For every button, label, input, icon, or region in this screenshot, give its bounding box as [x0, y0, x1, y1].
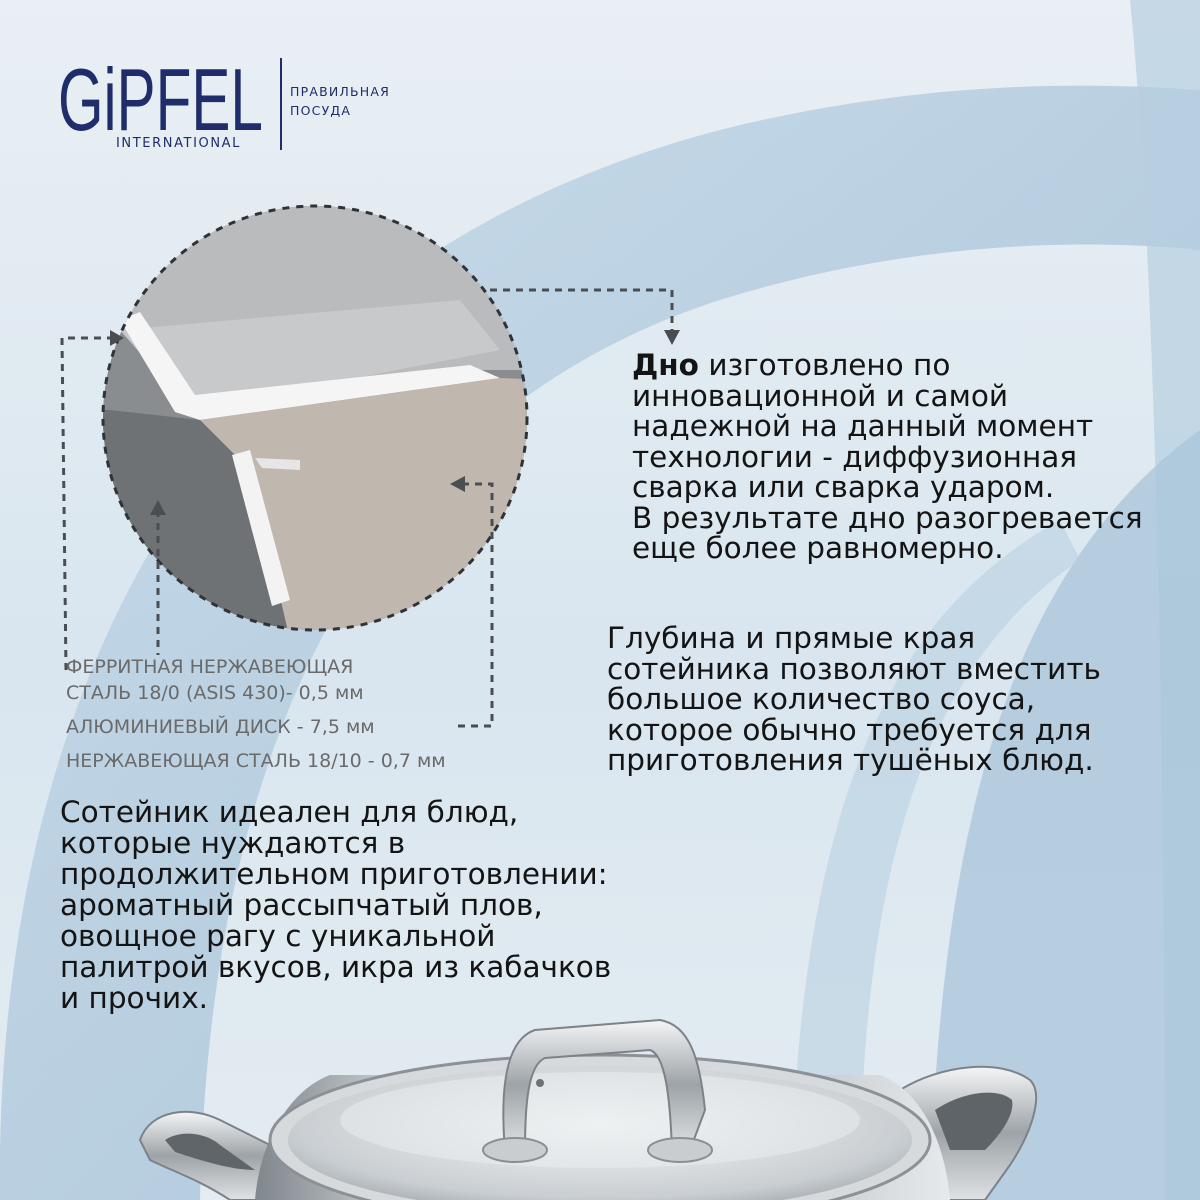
- logo-divider: [280, 58, 282, 150]
- text-line: надежной на данный момент: [632, 409, 1094, 443]
- text-line: и прочих.: [60, 981, 209, 1015]
- depth-description: [607, 623, 1101, 776]
- text-line: сварка или сваркa ударом.: [632, 470, 1055, 504]
- bottom-description-bold: Дно: [632, 348, 699, 382]
- svg-text:GiPFEL: GiPFEL: [58, 52, 263, 142]
- text-line: которые нуждаются в: [60, 826, 406, 860]
- text-line: ароматный рассыпчатый плов,: [60, 888, 543, 922]
- bottom-description: [632, 350, 1143, 564]
- text-line: Сотейник идеален для блюд,: [60, 795, 519, 829]
- layer-label: НЕРЖАВЕЮЩАЯ СТАЛЬ 18/10 - 0,7 мм: [66, 750, 446, 772]
- layer-label: АЛЮМИНИЕВЫЙ ДИСК - 7,5 мм: [66, 716, 375, 738]
- arrow-down-icon: [664, 330, 680, 345]
- tagline-line: ПОСУДА: [290, 103, 352, 118]
- text-line: еще более равномерно.: [632, 531, 1004, 565]
- text-line: продолжительном приготовлении:: [60, 857, 608, 891]
- layer-label: СТАЛЬ 18/0 (ASIS 430)- 0,5 мм: [66, 682, 364, 704]
- bottom-description-lead: изготовлено по: [698, 348, 951, 382]
- brand-logo: [58, 52, 263, 142]
- text-line: палитрой вкусов, икра из кабачков: [60, 950, 612, 984]
- layer-label: ФЕРРИТНАЯ НЕРЖАВЕЮЩАЯ: [66, 656, 354, 678]
- brand-tagline: [290, 82, 390, 120]
- text-line: В результате дно разогревается: [632, 500, 1143, 535]
- usage-description: [60, 797, 611, 1014]
- text-line: технологии - диффузионная: [632, 439, 1078, 474]
- tagline-line: ПРАВИЛЬНАЯ: [290, 84, 391, 99]
- text-line: большое количество соуса,: [607, 682, 1036, 716]
- text-line: сотейника позволяют вместить: [607, 651, 1101, 686]
- saute-pan-image: [140, 1020, 1036, 1200]
- text-line: Глубина и прямые края: [607, 621, 976, 655]
- text-line: овощное рагу с уникальной: [60, 919, 496, 953]
- text-line: инновационной и самой: [632, 378, 1009, 413]
- text-line: которое обычно требуется для: [607, 712, 1092, 747]
- brand-subtitle: INTERNATIONAL: [116, 136, 242, 151]
- text-line: приготовления тушёных блюд.: [607, 743, 1094, 777]
